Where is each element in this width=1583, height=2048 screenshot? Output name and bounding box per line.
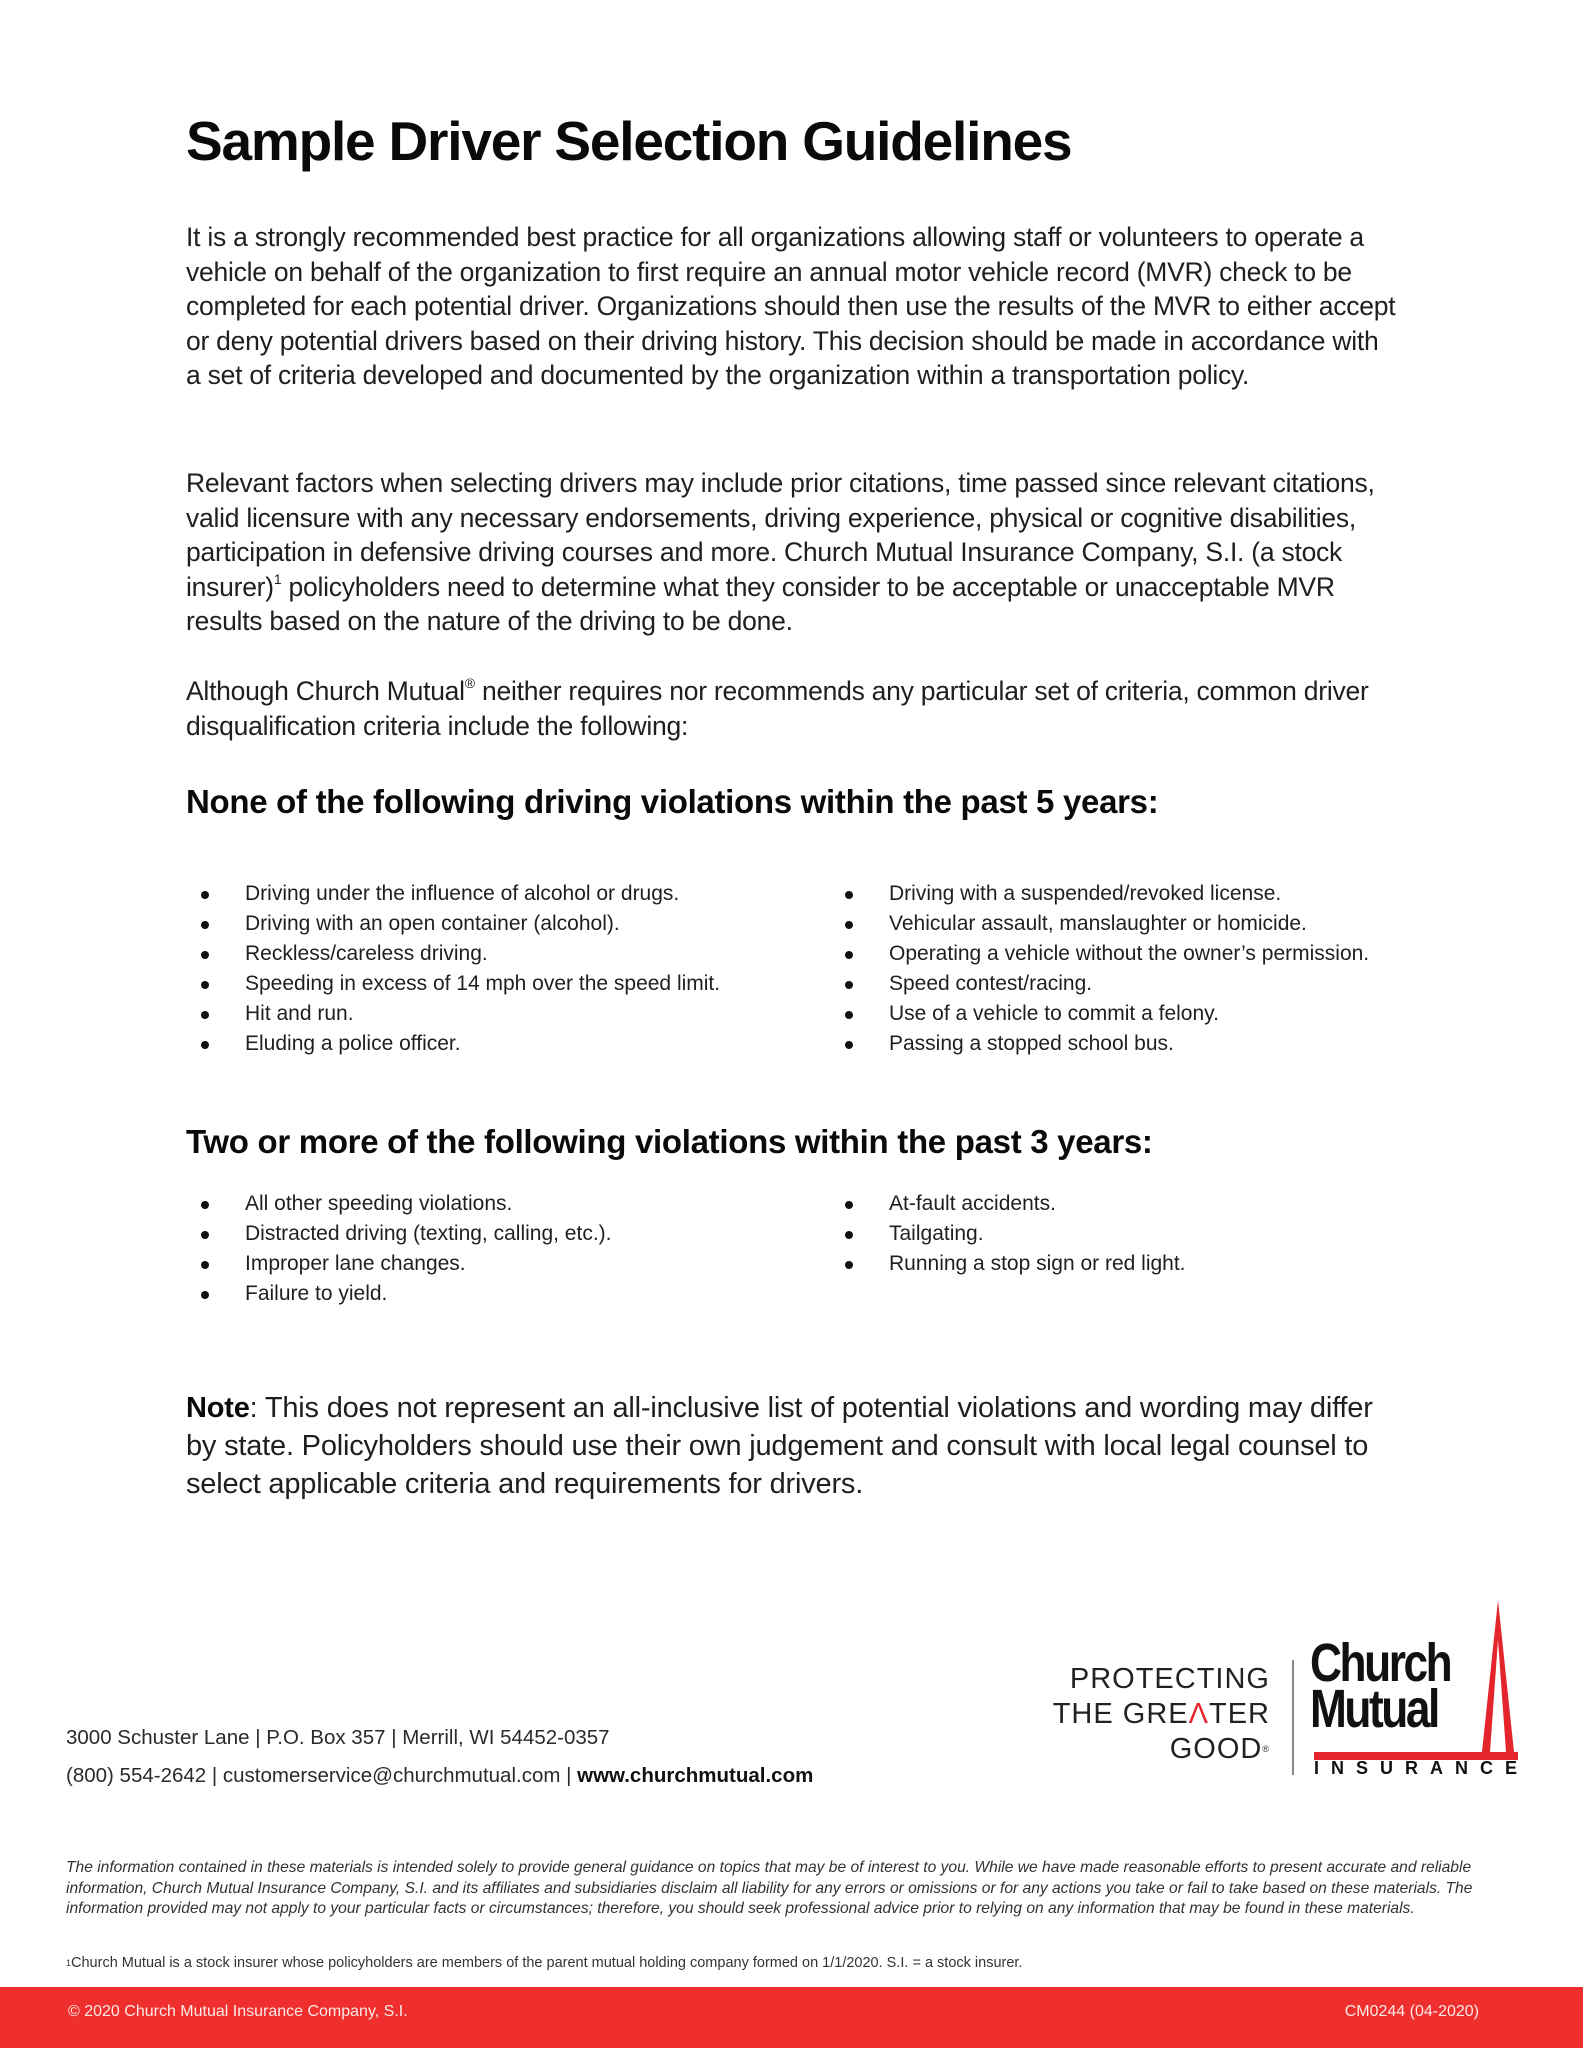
- bullet-icon: [201, 1041, 209, 1049]
- logo-divider: [1292, 1660, 1294, 1775]
- list-item: [186, 999, 720, 1029]
- list-item: [186, 1279, 611, 1309]
- paragraph-text: Relevant factors when selecting drivers may include prior citations, time passed since relevant citations, valid licensure with any necessary endorsements, driving experience, physical or cognitive disabilities, participation in defensive driving courses and more. Church Mutual Insurance Company, S.I. (a stock insurer): [186, 468, 1375, 602]
- three-year-violations-heading: Two or more of the following violations within the past 3 years:: [186, 1123, 1153, 1160]
- address-line: 3000 Schuster Lane | P.O. Box 357 | Merrill, WI 54452-0357: [66, 1726, 610, 1749]
- tagline-line: PROTECTING: [1069, 1663, 1270, 1695]
- brand-line: Church: [1310, 1633, 1451, 1693]
- registered-mark: ®: [464, 675, 475, 691]
- tagline-line: [1053, 1732, 1270, 1767]
- list-item-text: Failure to yield.: [245, 1282, 388, 1305]
- list-item: [186, 1249, 611, 1279]
- bullet-icon: [201, 951, 209, 959]
- list-item-text: Speed contest/racing.: [889, 972, 1093, 995]
- list-item: [830, 1219, 1186, 1249]
- bullet-icon: [201, 891, 209, 899]
- registered-mark: ®: [1262, 1744, 1270, 1754]
- list-item-text: Driving with a suspended/revoked license.: [889, 882, 1282, 905]
- separator: |: [206, 1764, 223, 1787]
- bullet-icon: [845, 1041, 853, 1049]
- tagline-line: [1053, 1697, 1270, 1732]
- bullet-icon: [845, 1011, 853, 1019]
- list-item-text: Tailgating.: [889, 1222, 984, 1245]
- list-item-text: Driving under the influence of alcohol or drugs.: [245, 882, 680, 905]
- list-item: [186, 879, 720, 909]
- list-item-text: All other speeding violations.: [245, 1192, 513, 1215]
- list-item: [830, 999, 1369, 1029]
- list-item: [186, 909, 720, 939]
- tagline-text: GOOD: [1169, 1733, 1263, 1765]
- list-item: [830, 939, 1369, 969]
- list-item: [186, 969, 720, 999]
- brand-subtitle: INSURANCE: [1314, 1758, 1530, 1778]
- list-item: [830, 1249, 1186, 1279]
- list-item-text: At-fault accidents.: [889, 1192, 1056, 1215]
- bullet-icon: [201, 1291, 209, 1299]
- three-year-violations-list-left: [186, 1189, 611, 1309]
- separator: |: [560, 1764, 578, 1787]
- list-item: [830, 1029, 1369, 1059]
- contact-line: [66, 1762, 813, 1790]
- bullet-icon: [845, 891, 853, 899]
- relevant-factors-paragraph: [186, 466, 1396, 639]
- list-item-text: Driving with an open container (alcohol).: [245, 912, 620, 935]
- list-item-text: Passing a stopped school bus.: [889, 1032, 1174, 1055]
- list-item-text: Distracted driving (texting, calling, etc.).: [245, 1222, 612, 1245]
- legal-disclaimer: The information contained in these materials is intended solely to provide general guidance on topics that may be of interest to you. While we have made reasonable efforts to present accurate and reliable information, Church Mutual Insurance Company, S.I. and its affiliates and subsidiaries disclaim all liability for any errors or omissions or for any actions you take or fail to take based on these materials. The information provided may not apply to your particular facts or circumstances; therefore, you should seek professional advice prior to relying on any information that may be found in these materials.: [66, 1859, 1473, 1917]
- list-item-text: Hit and run.: [245, 1002, 354, 1025]
- list-item-text: Running a stop sign or red light.: [889, 1252, 1186, 1275]
- bullet-icon: [201, 1261, 209, 1269]
- list-item: [186, 1029, 720, 1059]
- list-item-text: Eluding a police officer.: [245, 1032, 461, 1055]
- list-item: [830, 969, 1369, 999]
- bullet-icon: [201, 981, 209, 989]
- email-link[interactable]: customerservice@churchmutual.com: [222, 1764, 561, 1787]
- logo-tagline: [1053, 1662, 1270, 1767]
- church-mutual-logo: [1050, 1600, 1530, 1800]
- note-label: Note: [186, 1392, 250, 1424]
- list-item-text: Improper lane changes.: [245, 1252, 466, 1275]
- tagline-text: THE GRE: [1052, 1698, 1189, 1730]
- list-item-text: Vehicular assault, manslaughter or homicide.: [889, 912, 1307, 935]
- spire-a-icon: Λ: [1188, 1698, 1209, 1730]
- list-item: [830, 909, 1369, 939]
- five-year-violations-list-right: [830, 879, 1369, 1059]
- footnote-mark: 1: [66, 1958, 72, 1968]
- list-item: [186, 1189, 611, 1219]
- bullet-icon: [201, 921, 209, 929]
- form-code: CM0244 (04-2020): [1344, 2003, 1479, 2020]
- bullet-icon: [845, 981, 853, 989]
- bullet-icon: [845, 951, 853, 959]
- bullet-icon: [845, 921, 853, 929]
- list-item-text: Speeding in excess of 14 mph over the speed limit.: [245, 972, 721, 995]
- footer-band: [0, 1987, 1583, 2048]
- paragraph-text: Although Church Mutual: [186, 676, 465, 706]
- bullet-icon: [201, 1231, 209, 1239]
- footnote: [66, 1953, 1022, 1973]
- list-item-text: Use of a vehicle to commit a felony.: [889, 1002, 1219, 1025]
- note-text: : This does not represent an all-inclusive list of potential violations and wording may differ by state. Policyholders should use their own judgement and consult with local legal counsel to select applicable criteria and requirements for drivers.: [186, 1392, 1373, 1500]
- list-item: [186, 1219, 611, 1249]
- bullet-icon: [845, 1201, 853, 1209]
- five-year-violations-heading: None of the following driving violations within the past 5 years:: [186, 783, 1159, 820]
- paragraph-text: policyholders need to determine what they consider to be acceptable or unacceptable MVR results based on the nature of the driving to be done.: [186, 571, 1335, 637]
- note-paragraph: [186, 1389, 1386, 1503]
- list-item-text: Operating a vehicle without the owner’s permission.: [889, 942, 1370, 965]
- footnote-reference: 1: [273, 570, 282, 587]
- intro-paragraph: It is a strongly recommended best practice for all organizations allowing staff or volunteers to operate a vehicle on behalf of the organization to first require an annual motor vehicle record (MVR) check to be completed for each potential driver. Organizations should then use the results of the MVR to either accept or deny potential drivers based on their driving history. This decision should be made in accordance with a set of criteria developed and documented by the organization within a transportation policy.: [186, 222, 1396, 391]
- criteria-intro-paragraph: [186, 674, 1396, 743]
- page-title: Sample Driver Selection Guidelines: [186, 110, 1072, 172]
- bullet-icon: [201, 1201, 209, 1209]
- phone-number[interactable]: (800) 554-2642: [66, 1764, 207, 1787]
- bullet-icon: [201, 1011, 209, 1019]
- copyright-text: © 2020 Church Mutual Insurance Company, S.I.: [68, 2003, 408, 2020]
- list-item: [830, 879, 1369, 909]
- bullet-icon: [845, 1231, 853, 1239]
- footnote-text: Church Mutual is a stock insurer whose policyholders are members of the parent mutual holding company formed on 1/1/2020. S.I. = a stock insurer.: [71, 1955, 1023, 1971]
- bullet-icon: [845, 1261, 853, 1269]
- website-link[interactable]: www.churchmutual.com: [577, 1764, 814, 1787]
- list-item: [186, 939, 720, 969]
- brand-name: [1310, 1633, 1451, 1739]
- five-year-violations-list-left: [186, 879, 720, 1059]
- paragraph-text: neither requires nor recommends any particular set of criteria, common driver disqualification criteria include the following:: [186, 676, 1369, 741]
- tagline-text: TER: [1209, 1698, 1270, 1730]
- list-item: [830, 1189, 1186, 1219]
- list-item-text: Reckless/careless driving.: [245, 942, 488, 965]
- three-year-violations-list-right: [830, 1189, 1186, 1279]
- brand-line: Mutual: [1310, 1679, 1438, 1739]
